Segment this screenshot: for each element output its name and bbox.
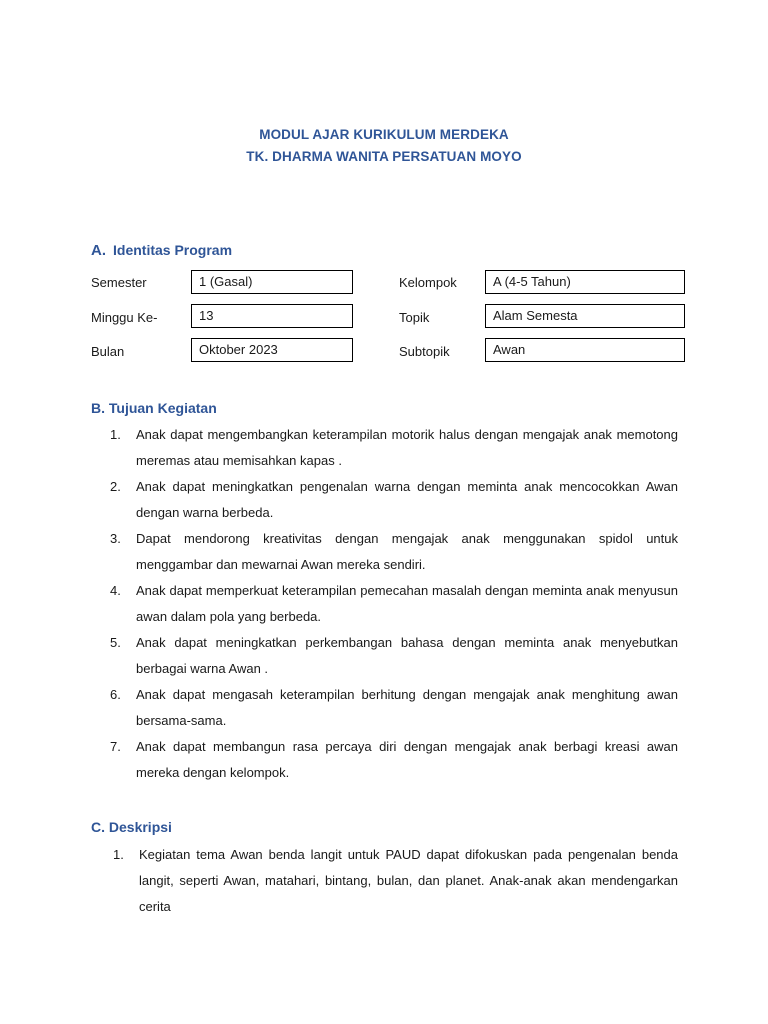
- semester-value: 1 (Gasal): [191, 270, 353, 294]
- item-number: 6.: [110, 687, 121, 702]
- list-item: [110, 682, 678, 734]
- list-item: [110, 474, 678, 526]
- school-name: TK. DHARMA WANITA PERSATUAN MOYO: [246, 149, 522, 164]
- list-item: [110, 422, 678, 474]
- item-number: 2.: [110, 479, 121, 494]
- month-value: Oktober 2023: [191, 338, 353, 362]
- section-a-heading: [91, 242, 232, 259]
- item-text: Anak dapat membangun rasa percaya diri dengan mengajak anak berbagi kreasi awan mereka dengan kelompok.: [136, 739, 678, 780]
- group-value: A (4-5 Tahun): [485, 270, 685, 294]
- list-item: [110, 578, 678, 630]
- item-number: 4.: [110, 583, 121, 598]
- document-title: MODUL AJAR KURIKULUM MERDEKA: [259, 127, 509, 142]
- item-text: Kegiatan tema Awan benda langit untuk PAUD dapat difokuskan pada pengenalan benda langit, seperti Awan, matahari, bintang, bulan, dan planet. Anak-anak akan mendengarkan cerita: [139, 847, 678, 914]
- list-item: [110, 734, 678, 786]
- list-item: [113, 842, 678, 920]
- item-number: 1.: [113, 847, 124, 862]
- item-text: Anak dapat mengembangkan keterampilan motorik halus dengan mengajak anak memotong meremas atau memisahkan kapas .: [136, 427, 678, 468]
- item-number: 5.: [110, 635, 121, 650]
- item-number: 7.: [110, 739, 121, 754]
- item-text: Anak dapat meningkatkan pengenalan warna dengan meminta anak mencocokkan Awan dengan warna berbeda.: [136, 479, 678, 520]
- section-a-title: Identitas Program: [113, 242, 233, 258]
- item-text: Anak dapat memperkuat keterampilan pemecahan masalah dengan meminta anak menyusun awan dalam pola yang berbeda.: [136, 583, 678, 624]
- section-b-heading: B. Tujuan Kegiatan: [91, 400, 217, 416]
- item-number: 3.: [110, 531, 121, 546]
- topic-value: Alam Semesta: [485, 304, 685, 328]
- item-text: Dapat mendorong kreativitas dengan mengajak anak menggunakan spidol untuk menggambar dan mewarnai Awan mereka sendiri.: [136, 531, 678, 572]
- month-label: Bulan: [91, 344, 125, 359]
- list-item: [110, 630, 678, 682]
- semester-label: Semester: [91, 275, 147, 290]
- item-text: Anak dapat meningkatkan perkembangan bahasa dengan meminta anak menyebutkan berbagai warna Awan .: [136, 635, 678, 676]
- group-label: Kelompok: [399, 275, 457, 290]
- week-value: 13: [191, 304, 353, 328]
- section-a-letter: A.: [91, 242, 106, 259]
- week-label: Minggu Ke-: [91, 310, 158, 325]
- list-item: [110, 526, 678, 578]
- subtopic-value: Awan: [485, 338, 685, 362]
- item-text: Anak dapat mengasah keterampilan berhitung dengan mengajak anak menghitung awan bersama-sama.: [136, 687, 678, 728]
- item-number: 1.: [110, 427, 121, 442]
- subtopic-label: Subtopik: [399, 344, 450, 359]
- topic-label: Topik: [399, 310, 430, 325]
- section-c-heading: C. Deskripsi: [91, 819, 172, 835]
